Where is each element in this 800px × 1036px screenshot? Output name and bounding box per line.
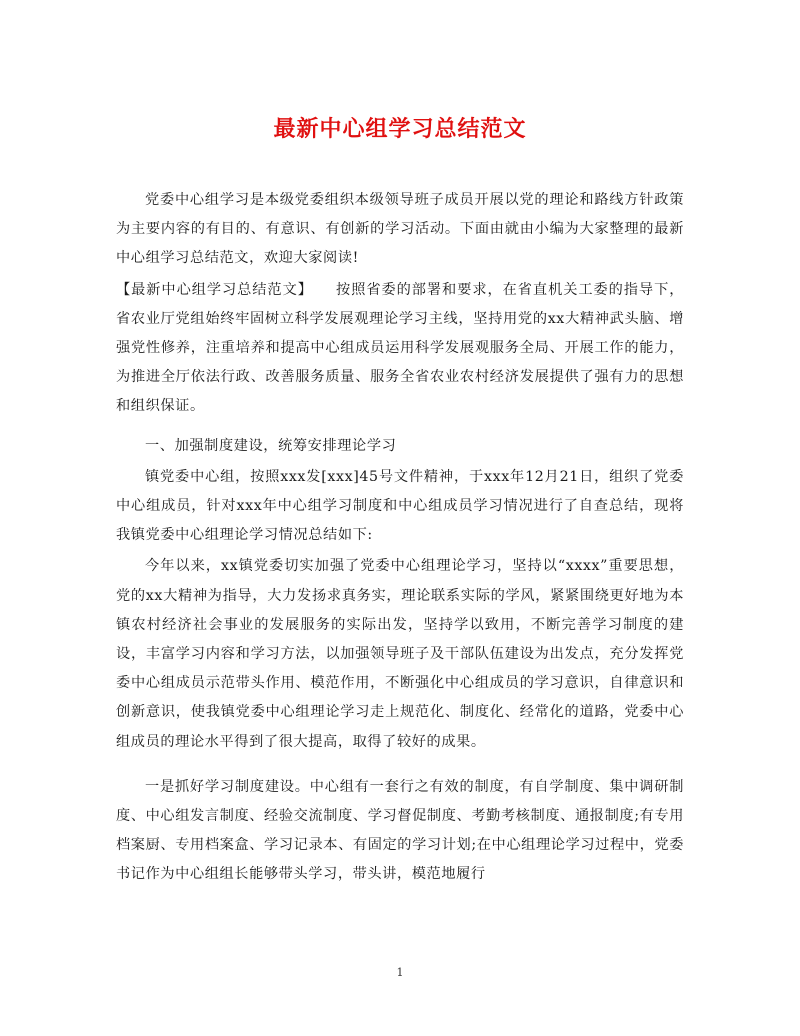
document-body [116, 186, 684, 890]
document-title: 最新中心组学习总结范文 [273, 116, 527, 142]
paragraph-town-committee: 镇党委中心组，按照xxx发[xxx]45号文件精神，于xxx年12月21日，组织了党委中心组成员，针对xxx年中心组学习制度和中心组成员学习情况进行了自查总结，现将我镇党委中心组理论学习情况总结如下: [116, 468, 684, 544]
paragraph-system-building: 一是抓好学习制度建设。中心组有一套行之有效的制度，有自学制度、集中调研制度、中心组发言制度、经验交流制度、学习督促制度、考勤考核制度、通报制度;有专用档案厨、专用档案盒、学习记录本、有固定的学习计划;在中心组理论学习过程中，党委书记作为中心组组长能够带头学习，带头讲，模范地履行 [116, 778, 684, 883]
paragraph-summary-start: 【最新中心组学习总结范文】 按照省委的部署和要求，在省直机关工委的指导下，省农业厅党组始终牢固树立科学发展观理论学习主线，坚持用党的xx大精神武头脑、增强党性修养，注重培养和提高中心组成员运用科学发展观服务全局、开展工作的能力，为推进全厅依法行政、改善服务质量、服务全省农业农村经济发展提供了强有力的思想和组织保证。 [116, 281, 684, 415]
paragraph-intro: 党委中心组学习是本级党委组织本级领导班子成员开展以党的理论和路线方针政策为主要内容的有目的、有意识、有创新的学习活动。下面由就由小编为大家整理的最新中心组学习总结范文，欢迎大家阅读! [116, 192, 684, 267]
page-number: 1 [396, 966, 404, 979]
paragraph-this-year: 今年以来，xx镇党委切实加强了党委中心组理论学习，坚持以“xxxx”重要思想，党的xx大精神为指导，大力发扬求真务实，理论联系实际的学风，紧紧围绕更好地为本镇农村经济社会事业的发展服务的实际出发，坚持学以致用，不断完善学习制度的建设，丰富学习内容和学习方法，以加强领导班子及干部队伍建设为出发点，充分发挥党委中心组成员示范带头作用、模范作用，不断强化中心组成员的学习意识，自律意识和创新意识，使我镇党委中心组理论学习走上规范化、制度化、经常化的道路，党委中心组成员的理论水平得到了很大提高，取得了较好的成果。 [116, 558, 684, 750]
section-heading-1: 一、加强制度建设，统筹安排理论学习 [145, 437, 397, 454]
